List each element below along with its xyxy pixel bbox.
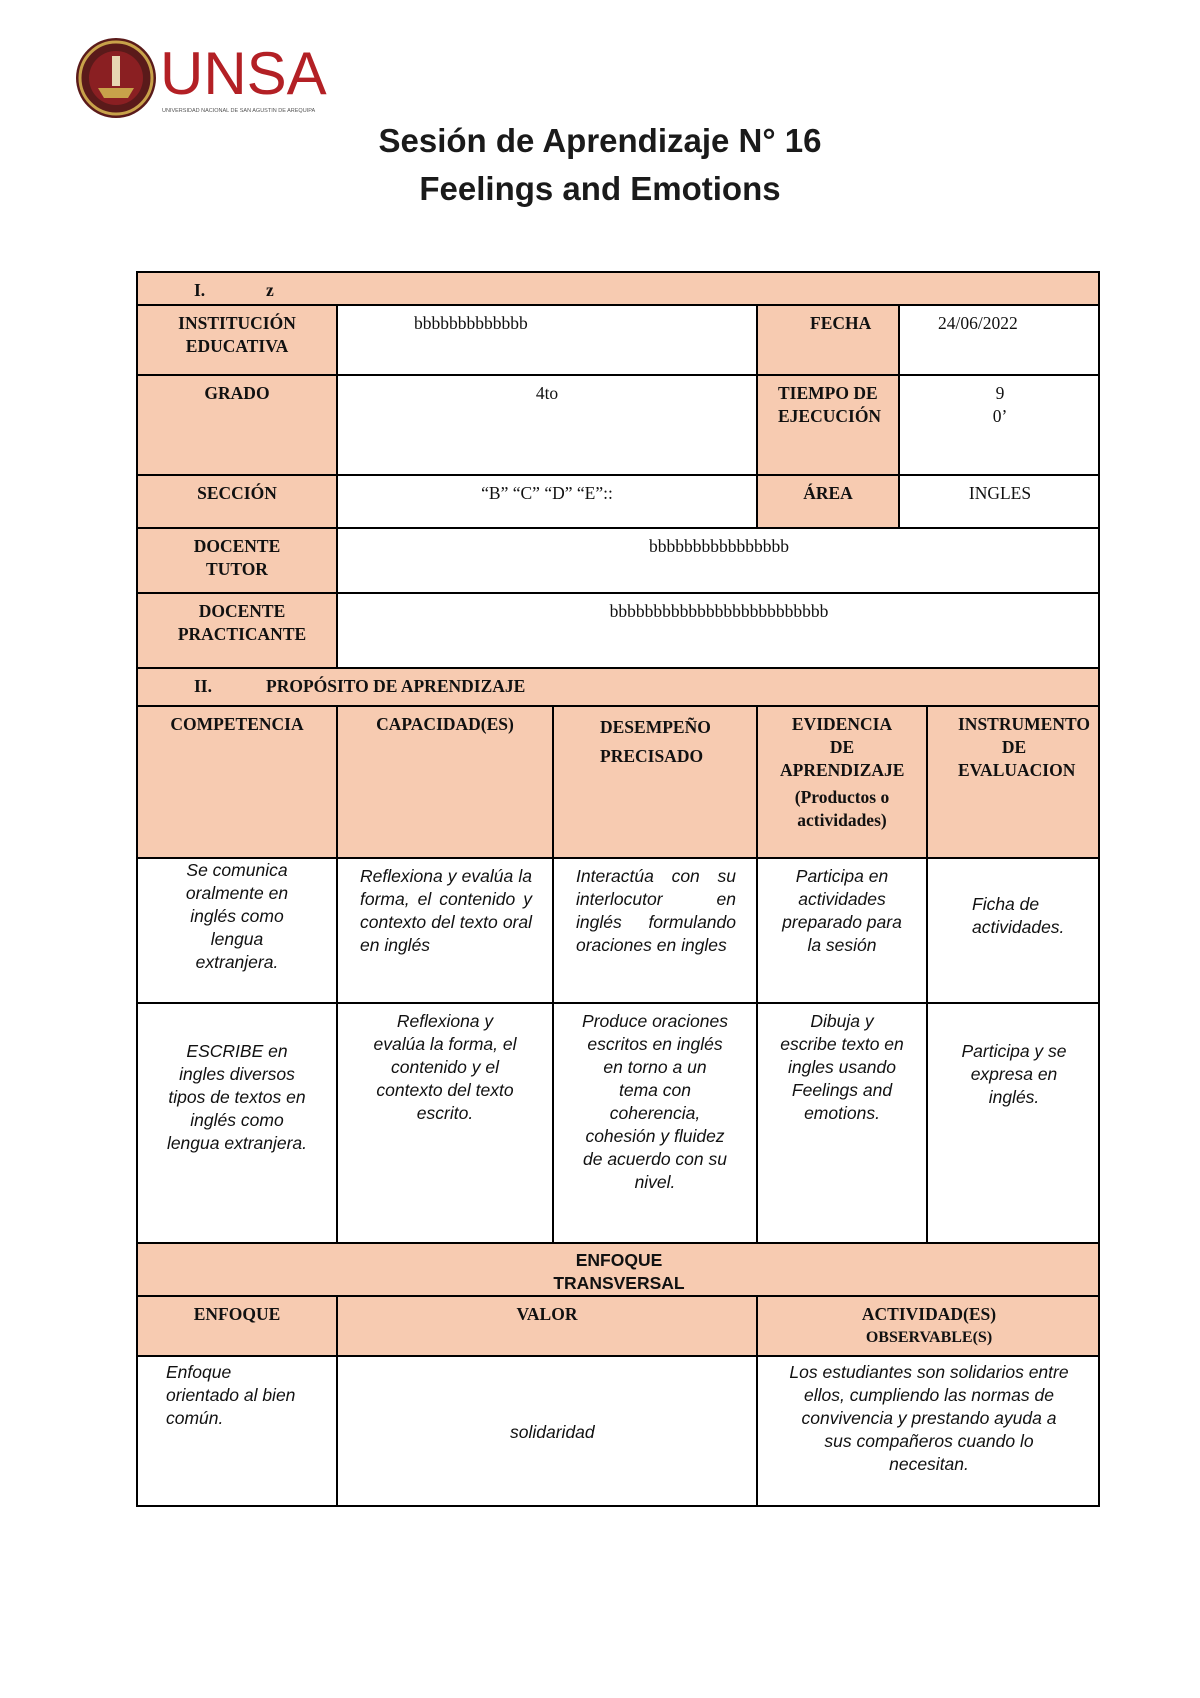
tiempo-value: 90’	[900, 376, 1100, 476]
enfoque-heading-line1: ENFOQUE	[575, 1250, 663, 1270]
session-table	[136, 271, 1100, 1507]
row2-desempeno: Produce oraciones escritos en inglés en torno a un tema con coherencia, cohesión y fluidez de acuerdo con su nivel.	[554, 1004, 758, 1244]
row1-capacidad: Reflexiona y evalúa la forma, el contenido y contexto del texto oral en inglés	[338, 859, 554, 1004]
col-evidencia	[758, 707, 928, 859]
seccion-value: “B” “C” “D” “E”::	[338, 476, 758, 529]
institucion-value: bbbbbbbbbbbbb	[338, 306, 758, 376]
fecha-value: 24/06/2022	[900, 306, 1100, 376]
svg-text:UNSA: UNSA	[160, 40, 327, 107]
seccion-label: SECCIÓN	[138, 476, 338, 529]
institucion-label: INSTITUCIÓN EDUCATIVA	[138, 306, 338, 376]
area-value: INGLES	[900, 476, 1100, 529]
docente-tutor-label: DOCENTE TUTOR	[138, 529, 338, 594]
unsa-logo	[72, 32, 334, 124]
section-ii-number: II.	[194, 676, 212, 696]
unsa-seal-icon	[72, 32, 334, 124]
col-enfoque: ENFOQUE	[138, 1297, 338, 1357]
row2-instrumento: Participa y se expresa en inglés.	[928, 1004, 1100, 1244]
enfoque-heading-line2: TRANSVERSAL	[553, 1273, 685, 1293]
section-ii-header	[138, 669, 1100, 707]
col-instrumento: INSTRUMENTO DE EVALUACION	[928, 707, 1100, 859]
actividad-value: Los estudiantes son solidarios entre ellos, cumpliendo las normas de convivencia y prestando ayuda a sus compañeros cuando lo necesitan.	[758, 1357, 1100, 1507]
col-actividad	[758, 1297, 1100, 1357]
session-title: Sesión de Aprendizaje N° 16	[378, 122, 822, 159]
grado-label: GRADO	[138, 376, 338, 476]
grado-value: 4to	[338, 376, 758, 476]
row2-capacidad: Reflexiona y evalúa la forma, el contenido y el contexto del texto escrito.	[338, 1004, 554, 1244]
col-actividad-line2: OBSERVABLE(S)	[865, 1329, 993, 1346]
section-i-number: I.	[194, 280, 206, 300]
col-evidencia-title: EVIDENCIA DE APRENDIZAJE	[780, 714, 905, 780]
col-valor: VALOR	[338, 1297, 758, 1357]
svg-text:UNIVERSIDAD NACIONAL DE SAN AG: UNIVERSIDAD NACIONAL DE SAN AGUSTIN DE AREQUIPA	[162, 108, 316, 114]
docente-practicante-label: DOCENTE PRACTICANTE	[138, 594, 338, 669]
col-capacidad: CAPACIDAD(ES)	[338, 707, 554, 859]
tiempo-label: TIEMPO DE EJECUCIÓN	[758, 376, 900, 476]
session-subtitle: Feelings and Emotions	[419, 170, 781, 207]
section-i-heading: z	[266, 280, 274, 300]
fecha-label: FECHA	[758, 306, 900, 376]
section-ii-heading: PROPÓSITO DE APRENDIZAJE	[266, 676, 526, 696]
row1-instrumento: Ficha de actividades.	[928, 859, 1100, 1004]
valor-value: solidaridad	[338, 1357, 758, 1507]
area-label: ÁREA	[758, 476, 900, 529]
row2-competencia: ESCRIBE en ingles diversos tipos de textos en inglés como lengua extranjera.	[138, 1004, 338, 1244]
col-desempeno: DESEMPEÑO PRECISADO	[554, 707, 758, 859]
row1-competencia: Se comunica oralmente en inglés como lengua extranjera.	[138, 859, 338, 1004]
col-evidencia-sub: (Productos o actividades)	[794, 787, 890, 830]
docente-tutor-value: bbbbbbbbbbbbbbbb	[338, 529, 1100, 594]
col-actividad-line1: ACTIVIDAD(ES)	[861, 1304, 997, 1324]
row1-desempeno: Interactúa con su interlocutor en inglés formulando oraciones en ingles	[554, 859, 758, 1004]
col-competencia: COMPETENCIA	[138, 707, 338, 859]
row2-evidencia: Dibuja y escribe texto en ingles usando Feelings and emotions.	[758, 1004, 928, 1244]
row1-evidencia: Participa en actividades preparado para la sesión	[758, 859, 928, 1004]
section-i-header	[138, 273, 1100, 306]
docente-practicante-value: bbbbbbbbbbbbbbbbbbbbbbbbb	[338, 594, 1100, 669]
enfoque-transversal-header	[138, 1244, 1100, 1297]
enfoque-value: Enfoque orientado al bien común.	[138, 1357, 338, 1507]
